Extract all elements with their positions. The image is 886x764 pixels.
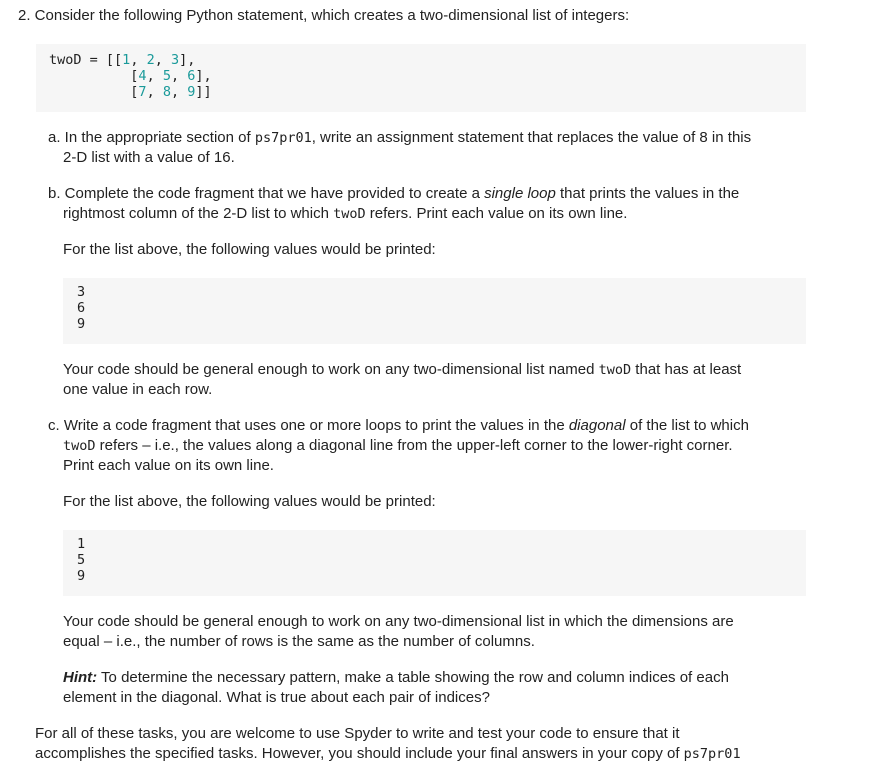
part-b-general-line2: one value in each row. [63, 381, 213, 398]
code-row-3-close: ]] [195, 84, 212, 100]
code-num: 4 [138, 68, 147, 84]
code-num: 2 [146, 52, 155, 68]
hint-label: Hint: [63, 669, 98, 686]
text: refers – i.e., the values along a diagonal line from the upper-left corner to the lower-right corner. [95, 437, 733, 454]
code-row-2-open: [ [130, 68, 139, 84]
output-block-b [63, 278, 806, 344]
code-op: = [81, 52, 106, 68]
text: accomplishes the specified tasks. However, you should include your final answers in your copy of [35, 745, 684, 762]
code-var: twoD [49, 52, 82, 68]
part-c-general-line1: Your code should be general enough to work on any two-dimensional list in which the dimensions are [63, 613, 734, 630]
text: of the list to which [625, 417, 749, 434]
question-intro: 2. Consider the following Python statement, which creates a two-dimensional list of integers: [18, 7, 630, 24]
part-b-general [63, 360, 868, 400]
text: Your code should be general enough to work on any two-dimensional list named [63, 361, 599, 378]
text: that has at least [631, 361, 742, 378]
code-num: 9 [187, 84, 196, 100]
code-row-3-open: [ [130, 84, 139, 100]
code-num: 3 [170, 52, 180, 68]
part-c-general-line2: equal – i.e., the number of rows is the same as the number of columns. [63, 633, 535, 650]
part-c-printed-intro: For the list above, the following values would be printed: [63, 493, 436, 510]
hint-line2: element in the diagonal. What is true about each pair of indices? [63, 689, 490, 706]
part-b-printed-intro: For the list above, the following values would be printed: [63, 241, 436, 258]
code-num: 1 [122, 52, 131, 68]
part-b-line2 [48, 204, 868, 224]
emphasis: single loop [484, 185, 556, 202]
code-row-2-close: ], [195, 68, 212, 84]
var-code: twoD [598, 362, 632, 378]
output-line: 9 [77, 568, 86, 584]
output-block-c [63, 530, 806, 596]
part-c [48, 416, 868, 476]
part-c-general [63, 612, 868, 652]
var-code: twoD [333, 206, 366, 222]
text: , write an assignment statement that replaces the value of 8 in this [311, 129, 752, 146]
emphasis: diagonal [568, 417, 626, 434]
code-num: 8 [162, 84, 171, 100]
code-row-1-close: ], [179, 52, 196, 68]
output-line: 5 [77, 552, 86, 568]
code-num: 7 [138, 84, 147, 100]
part-c-line2 [48, 436, 868, 456]
footer-line1: For all of these tasks, you are welcome to use Spyder to write and test your code to ensure that it [35, 725, 680, 742]
text: c. Write a code fragment that uses one or more loops to print the values in the [48, 417, 569, 434]
footer-line2 [35, 744, 875, 764]
output-line: 1 [77, 536, 86, 552]
part-b [48, 184, 868, 224]
filename-code: ps7pr01 [254, 130, 312, 146]
code-num: 6 [187, 68, 196, 84]
part-a-line1 [48, 128, 868, 148]
footer [35, 724, 875, 764]
output-line: 9 [77, 316, 86, 332]
part-c-line3: Print each value on its own line. [63, 457, 274, 474]
text: that prints the values in the [555, 185, 740, 202]
part-b-general-line1 [63, 360, 868, 380]
var-code: twoD [63, 438, 96, 454]
text: rightmost column of the 2-D list to which [63, 205, 334, 222]
text: a. In the appropriate section of [48, 129, 255, 146]
text: To determine the necessary pattern, make a table showing the row and column indices of each [97, 669, 729, 686]
part-c-line1 [48, 416, 868, 436]
text: b. Complete the code fragment that we have provided to create a [48, 185, 485, 202]
hint-line1 [63, 668, 868, 688]
output-line: 3 [77, 284, 86, 300]
filename-code: ps7pr01 [683, 746, 741, 762]
part-a-line2: 2-D list with a value of 16. [63, 149, 235, 166]
code-num: 5 [162, 68, 171, 84]
output-line: 6 [77, 300, 86, 316]
part-a [48, 128, 868, 168]
code-row-1-open: [[ [105, 52, 123, 68]
text: refers. Print each value on its own line. [365, 205, 628, 222]
part-b-line1 [48, 184, 868, 204]
hint [63, 668, 868, 708]
code-block-twod: twoD = [[1, 2, 3], [4, 5, 6], [7, 8, 9]] [36, 44, 806, 112]
